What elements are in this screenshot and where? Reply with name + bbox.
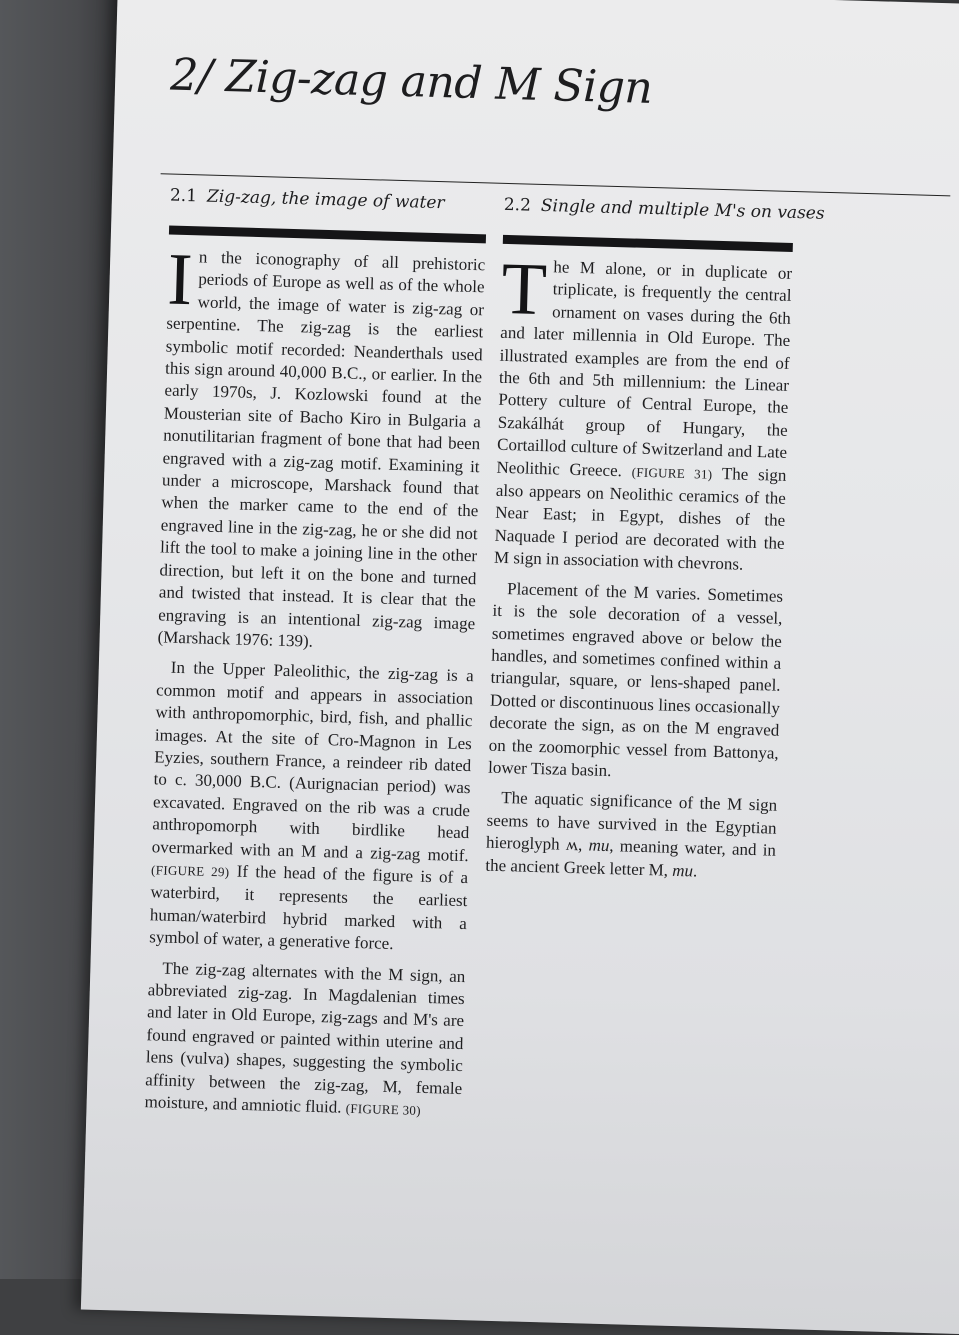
paragraph-text: The aquatic significance of the M sign seems to have survived in the Egyptian hieroglyph ʍ, [485,788,778,855]
section-number: 2.2 [503,194,532,216]
paragraph-text: The sign also appears on Neolithic ceramics of the Near East; in Egypt, dishes of the Naquade I period are decorated with the M sign in association with chevrons. [493,463,787,574]
paragraph [493,247,793,578]
paragraph-text: In the Upper Paleolithic, the zig-zag is a common motif and appears in association with anthropomorphic, bird, fish, and phallic images. At the site of Cro-Magnon in Les Eyzies, southern France, a reindeer rib dated to c. 30,000 B.C. (Aurignacian period) was excavated. Engraved on the rib was a crude anthropomorph with birdlike head overmarked with an M and a zig-zag motif. [151,658,474,865]
paragraph [149,657,474,958]
figure-reference: (FIGURE 30) [345,1100,422,1118]
text-column-left [144,238,486,1132]
paragraph-text: . [692,860,698,881]
section-number: 2.1 [169,185,198,207]
paragraph-text: If the head of the figure is of a waterbird, it represents the earliest human/waterbird hybrid marked with a symbol of water, a generative force. [149,861,469,954]
paragraph-text: n the iconography of all prehistoric periods of Europe as well as of the whole world, the image of water is zig-zag or serpentine. The zig-zag is the earliest symbolic motif recorded: Neanderthals used this sign around 40,000 B.C., or earlier. In the early 1970s, J. Kozlowski found at the Mousterian site of Bacho Kiro in Bulgaria a nonutilitarian fragment of bone that had been engraved with a zig-zag motif. Examining it under a microscope, Marshack found that when the marker came to the end of the engraved line in the zig-zag, he or she did not lift the tool to make a joining line in the other direction, but left it on the bone and turned and twisted that instead. It is clear that the engraving is an intentional zig-zag image (Marshack 1976: 139). [157,247,486,651]
italic-term: mu [672,860,694,880]
paragraph-text: Placement of the M varies. Sometimes it is the sole decoration of a vessel, sometimes engraved above or below the handles, and sometimes confined within a triangular, square, or lens-shaped panel. Dotted or discontinuous lines occasionally decorate the sign, as on the M engraved on the zoomorphic vessel from Battonya, lower Tisza basin. [487,578,784,781]
figure-reference: (FIGURE 29) [150,862,230,880]
paragraph-text: , meaning water, and in the ancient Greek letter M, [485,836,777,880]
paragraph [488,577,784,787]
chapter-title: 2/ Zig-zag and M Sign [169,49,653,114]
text-column-right [485,247,793,893]
paragraph [144,957,465,1124]
paragraph [157,238,486,658]
drop-cap: T [500,247,548,332]
section-heading-2-1 [170,186,445,214]
figure-reference: (FIGURE 31) [631,464,713,482]
section-heading-2-2 [504,195,825,224]
paragraph-text: he M alone, or in duplicate or triplicate, is frequently the central ornament on vases during the 6th and later millennia in Old Europe. The illustrated examples are from the end of the 6th and 5th millennium: the Linear Pottery culture of Central Europe, the Szakálhát group of Hungary, the Cortaillod culture of Switzerland and Late Neolithic Greece. [496,257,793,480]
drop-cap: I [166,238,194,322]
column-rule-bar [169,226,486,244]
paragraph-text: The zig-zag alternates with the M sign, an abbreviated zig-zag. In Magdalenian times and later in Old Europe, zig-zags and M's are found engraved or painted within uterine and lens (vulva) shapes, suggesting the symbolic affinity between the zig-zag, M, female moisture, and amniotic fluid. [144,958,466,1117]
paragraph [485,787,777,885]
italic-term: mu [588,835,610,856]
section-title: Single and multiple M's on vases [540,195,825,224]
section-title: Zig-zag, the image of water [206,186,445,214]
book-page [81,0,959,1335]
